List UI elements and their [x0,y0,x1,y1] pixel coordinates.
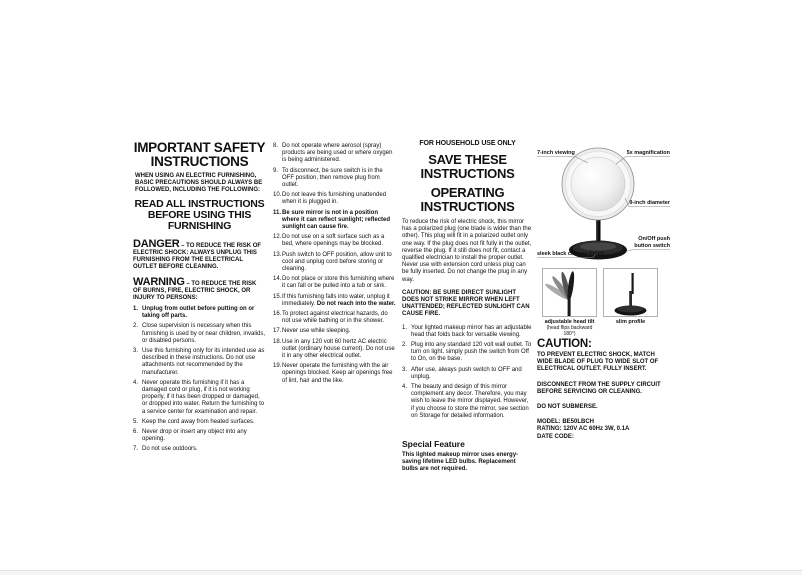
feature-thumbnails [542,268,671,337]
tilt-subcaption: (head flips backward 180°) [546,325,593,337]
callout-switch-line2: button switch [634,243,670,249]
important-safety-title: IMPORTANT SAFETY INSTRUCTIONS [133,140,266,169]
caution-electric-shock: TO PREVENT ELECTRIC SHOCK, MATCH WIDE BLADE OF PLUG TO WIDE SLOT OF ELECTRICAL OUTLET. FULLY INSERT. [537,352,659,373]
rating: RATING: 120V AC 60Hz 3W, 0.1A [537,426,630,433]
safety-list-1-7 [133,306,266,454]
mirror-illustration [537,140,671,265]
callout-switch-line1: On/Off push [638,236,670,242]
caution-section [537,338,671,441]
list-item: 13. Push switch to OFF position, allow unit to cool and unplug cord before storing or cleaning. [273,251,392,273]
danger-paragraph [133,238,266,271]
warning-text: – TO REDUCE THE RISK OF BURNS, FIRE, ELECTRIC SHOCK, OR INJURY TO PERSONS: [133,281,257,301]
danger-word: DANGER [133,238,180,250]
list-item: 9. To disconnect, be sure switch is in the OFF position, then remove plug from outlet. [273,167,383,189]
list-item: 2. Plug into any standard 120 volt wall outlet. To turn on light, simply push the switch from Off to On, on the base. [402,342,532,363]
profile-thumbnail [603,268,658,317]
caution-submerse: DO NOT SUBMERSE. [537,404,598,411]
warning-paragraph [133,276,266,302]
tilt-thumbnail-drawing [543,269,596,316]
household-use-label: FOR HOUSEHOLD USE ONLY [419,140,516,147]
mirror-face [571,157,625,211]
sunlight-caution-paragraph: CAUTION: BE SURE DIRECT SUNLIGHT DOES NOT STRIKE MIRROR WHEN LEFT UNATTENDED; REFLECTED SUNLIGHT CAN CAUSE FIRE. [402,289,530,318]
list-item: 10. Do not leave this furnishing unattended when it is plugged in. [273,192,387,206]
callout-magnification: 5x magnification [626,150,670,156]
save-instructions-title: SAVE THESE INSTRUCTIONS [420,152,515,181]
list-item: 12. Do not use on a soft surface such as a bed, where openings may be blocked. [273,234,385,248]
list-item: 18. Use in any 120 volt 60 hertz AC electric outlet (ordinary house current). Do not use it in any other electrical outlet. [273,338,395,360]
danger-text: – TO REDUCE THE RISK OF ELECTRIC SHOCK: ALWAYS UNPLUG THIS FURNISHING FROM THE ELECTRICAL OUTLET BEFORE CLEANING. [133,243,262,270]
list-item: 14. Do not place or store this furnishing where it can fall or be pulled into a tub or sink. [273,276,395,290]
list-item: 4. Never operate this furnishing if it has a damaged cord or plug, if it is not working properly, if it has been dropped or damaged, or dropped into water. Return the furnishing to a service center for examination and repair. [133,379,265,415]
operating-column [402,140,533,474]
list-item: 16. To protect against electrical hazards, do not use while bathing or in the shower. [273,311,388,325]
special-feature-section [402,440,533,474]
list-item: 11. Be sure mirror is not in a position where it can reflect sunlight; reflected sunlight can cause fire. [273,209,391,231]
callout-diameter: 9-inch diameter [629,200,670,206]
profile-thumbnail-drawing [604,269,657,316]
model-number: MODEL: BE50LBCH [537,419,595,426]
tilt-caption: adjustable head tilt [544,319,595,325]
special-feature-text: This lighted makeup mirror uses energy-saving lifetime LED bulbs. Replacement bulbs are not required. [402,452,519,473]
list-item: 15. If this furnishing falls into water, unplug it immediately. Do not reach into the water. [273,293,396,307]
callout-viewing: 7-inch viewing [537,150,575,156]
warning-word: WARNING [133,276,185,288]
safety-column-continued [273,143,396,388]
product-column [537,140,671,440]
safety-list-8-19 [273,143,396,385]
list-item: 17. Never use while sleeping. [273,328,351,335]
read-all-heading: READ ALL INSTRUCTIONS BEFORE USING THIS FURNISHING [134,198,265,232]
page-bottom-edge [0,570,802,575]
operating-list [402,325,533,420]
list-item: 7. Do not use outdoors. [133,446,198,453]
safety-intro: WHEN USING AN ELECTRIC FURNISHING, BASIC PRECAUTIONS SHOULD ALWAYS BE FOLLOWED, INCLUDING THE FOLLOWING: [135,173,263,193]
tilt-thumbnail [542,268,597,317]
operating-instructions-title: OPERATING INSTRUCTIONS [420,185,515,214]
list-item: 3. After use, always push switch to OFF and unplug. [402,366,522,380]
caution-disconnect: DISCONNECT FROM THE SUPPLY CIRCUIT BEFORE SERVICING OR CLEANING. [537,381,661,395]
mirror-base-highlight [580,243,616,251]
callout-finish: sleek black chrome finish [537,251,604,257]
list-item: 4. The beauty and design of this mirror complement any decor. Therefore, you may wish to leave the mirror displayed. However, if you choose to store the mirror, see section on Storage for detailed information. [402,384,529,419]
list-item: 3. Use this furnishing only for its intended use as described in these instructions. Do not use attachments not recommended by the manufacturer. [133,348,265,376]
list-item: 8. Do not operate where aerosol (spray) products are being used or where oxygen is being administered. [273,143,393,164]
list-item: 1. Unplug from outlet before putting on or taking off parts. [133,306,255,320]
polarized-plug-paragraph: To reduce the risk of electric shock, this mirror has a polarized plug (one blade is wider than the other). This plug will fit in a polarized outlet only one way. If the plug does not fit fully in the outlet, reverse the plug. If it still does not fit, contact a qualified electrician to install the proper outlet. Never use with extension cord unless plug can be fully inserted. Do not change the plug in any way. [402,219,532,283]
list-item: 6. Never drop or insert any object into any opening. [133,429,247,443]
list-item: 5. Keep the cord away from heated surfaces. [133,418,255,425]
list-item: 1. Your lighted makeup mirror has an adjustable head that folds back for versatile viewing. [402,324,532,338]
list-item: 19. Never operate the furnishing with the air openings blocked. Keep air openings free of lint, hair and the like. [273,363,393,384]
date-code: DATE CODE: [537,433,574,440]
profile-caption: slim profile [615,319,646,325]
special-feature-title: Special Feature [402,439,465,450]
caution-title: CAUTION: [537,338,592,350]
list-item: 2. Close supervision is necessary when this furnishing is used by or near children, invalids, or disabled persons. [133,323,266,344]
safety-column [133,141,266,457]
